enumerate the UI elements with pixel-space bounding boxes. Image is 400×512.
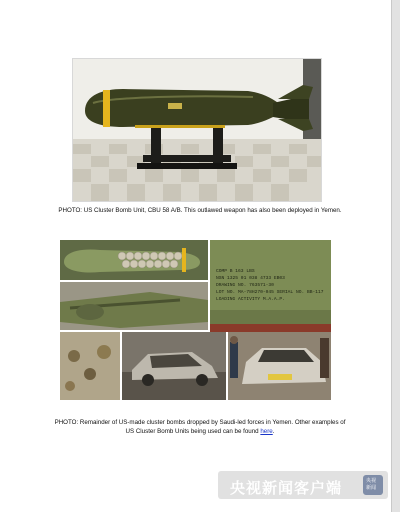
cctv-news-watermark xyxy=(218,471,388,499)
photo-caption-remains xyxy=(40,418,360,436)
stencil-line-5: LOADING ACTIVITY M.A.A.P. xyxy=(216,297,285,302)
stencil-line-4: LOT NO. MA-78H270-045 SERIAL NO. BB-117 xyxy=(216,290,324,295)
logo-text-top: 央视 xyxy=(366,478,377,484)
bomb-debris-photo xyxy=(60,282,208,330)
here-link[interactable]: here xyxy=(260,428,273,435)
logo-text-bottom: 新闻 xyxy=(366,485,377,491)
caption-line-2-text: US Cluster Bomb Units being used can be found xyxy=(125,428,259,435)
caption-line-1: PHOTO: Remainder of US-made cluster bombs dropped by Saudi-led forces in Yemen. Other examples of xyxy=(54,419,346,426)
stencil-line-2: NSN 1325 01 038 4733 EB03 xyxy=(216,276,285,281)
bomblets-photo xyxy=(60,240,208,280)
caption-line-2-period: . xyxy=(272,428,275,435)
cluster-bomb-remains-collage xyxy=(60,240,331,400)
page-edge-scroll-gutter xyxy=(391,0,400,512)
damaged-car-crowd-photo xyxy=(228,332,331,400)
stencil-line-3: DRAWING NO. 763571-30 xyxy=(216,283,274,288)
unexploded-bomblets-photo xyxy=(60,332,120,400)
cctv-news-logo-icon xyxy=(363,475,383,495)
watermark-text: 央视新闻客户端 xyxy=(230,479,343,497)
burned-car-photo xyxy=(122,332,226,400)
cluster-bomb-photo xyxy=(72,58,322,202)
stenciled-casing-photo xyxy=(210,240,331,324)
photo-caption-cbu58: PHOTO: US Cluster Bomb Unit, CBU 58 A/B. This outlawed weapon has also been deployed in Yemen. xyxy=(58,207,342,214)
stencil-line-1: COMP B 163 LBS xyxy=(216,269,255,274)
building-strip-photo xyxy=(210,324,331,332)
